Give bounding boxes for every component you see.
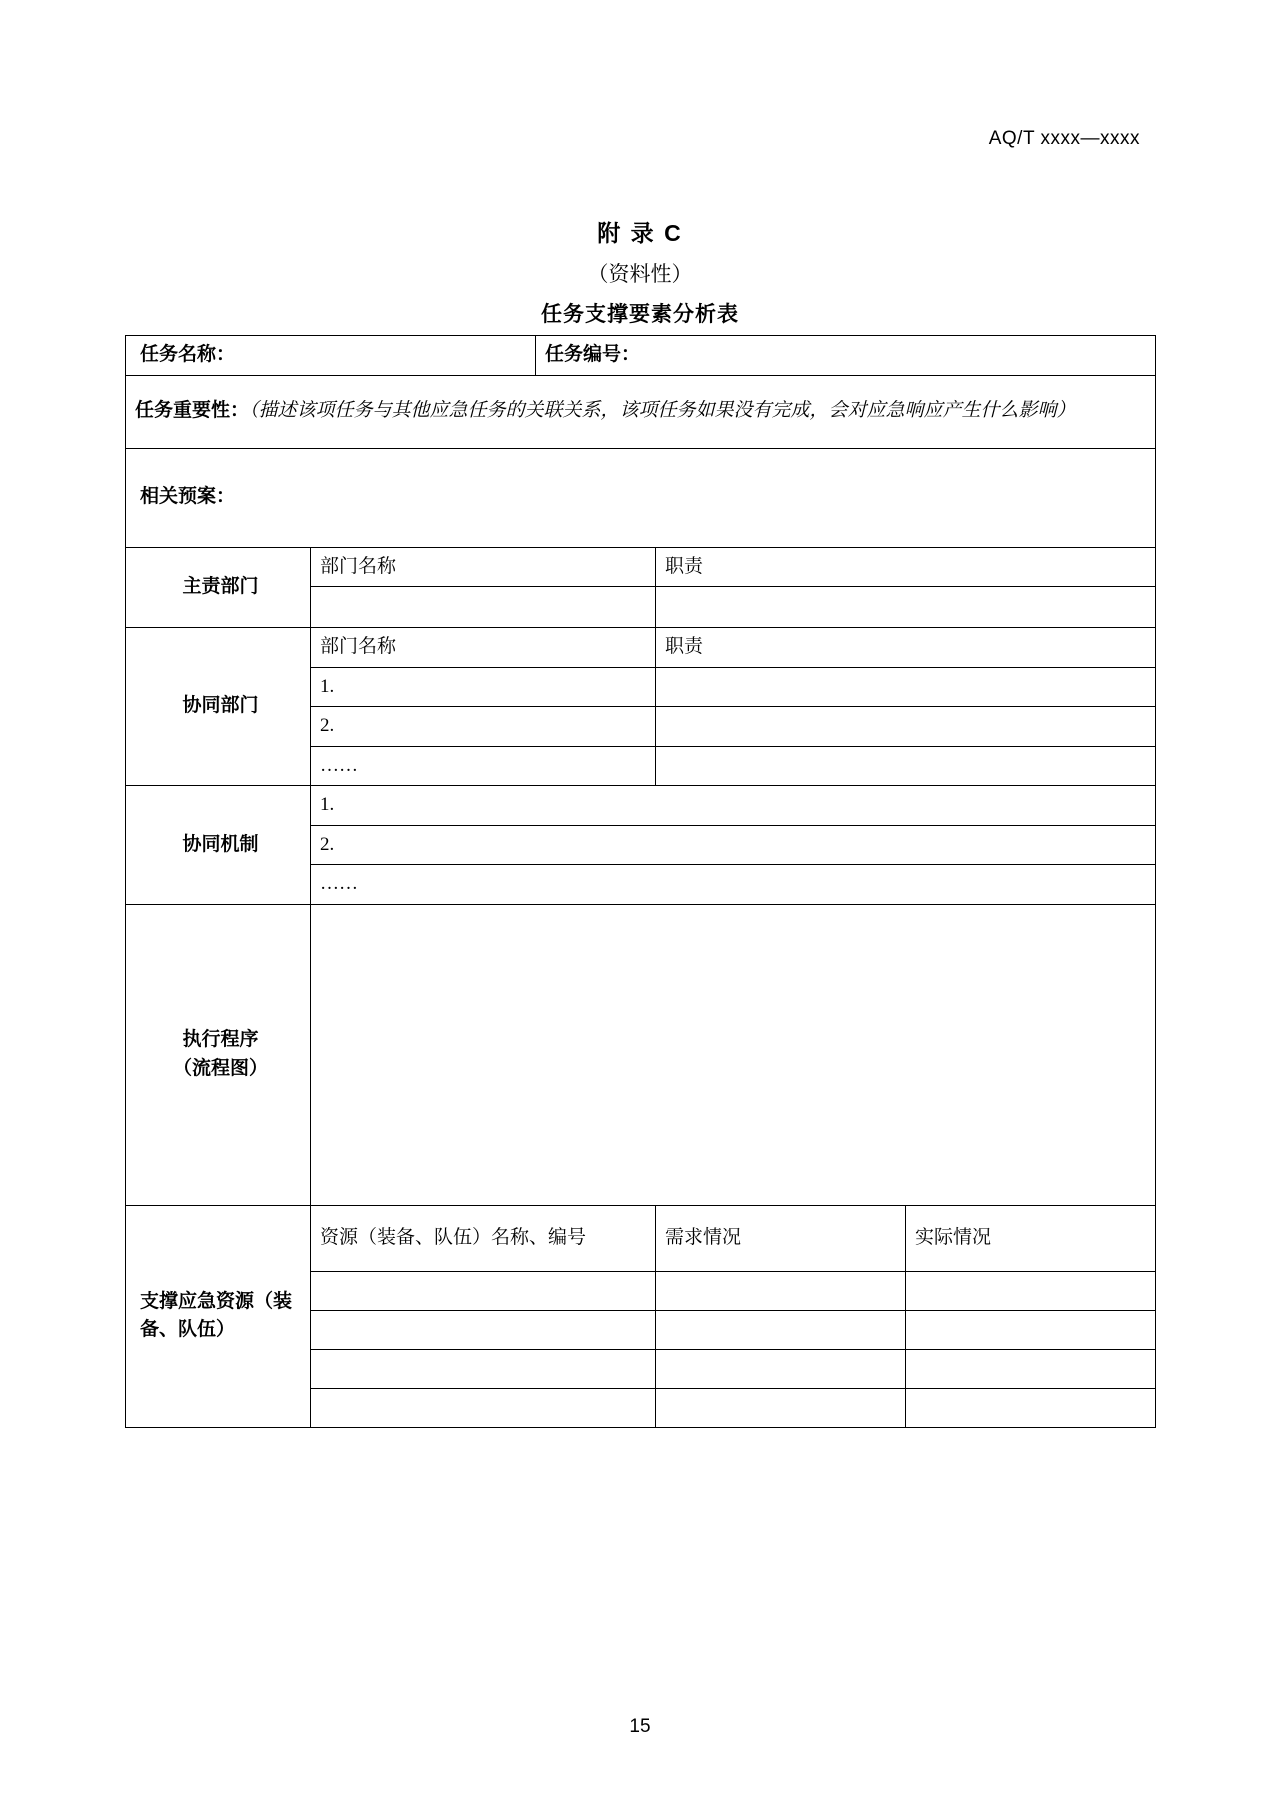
resource-demand-3[interactable]: [656, 1349, 906, 1388]
task-name-label: 任务名称：: [126, 336, 536, 376]
coop-dept-duty-3[interactable]: [656, 746, 1156, 786]
table-row-resource-header: [126, 1205, 1156, 1271]
coop-dept-duty-1[interactable]: [656, 667, 1156, 707]
table-row-coop-dept-header: [126, 628, 1156, 668]
resource-actual-header: 实际情况: [906, 1205, 1156, 1271]
coop-dept-label: 协同部门: [126, 628, 311, 786]
resource-label: 支撑应急资源（装备、队伍）: [126, 1205, 311, 1427]
resource-name-1[interactable]: [311, 1271, 656, 1310]
coop-dept-name-header: 部门名称: [311, 628, 656, 668]
appendix-title: 附 录 C: [597, 220, 683, 246]
resource-demand-4[interactable]: [656, 1388, 906, 1427]
task-importance-hint: （描述该项任务与其他应急任务的关联关系，该项任务如果没有完成，会对应急响应产生什么影响）: [249, 400, 1076, 422]
main-dept-name-header: 部门名称: [311, 547, 656, 587]
title-block: [0, 215, 1280, 328]
table-row-coop-mechanism-header: [126, 786, 1156, 826]
procedure-content[interactable]: [311, 904, 1156, 1205]
coop-dept-name-3[interactable]: ……: [311, 746, 656, 786]
procedure-label-line1: 执行程序: [182, 1029, 259, 1050]
table-title: 任务支撑要素分析表: [541, 303, 739, 326]
task-importance-cell: [126, 375, 1156, 448]
resource-actual-4[interactable]: [906, 1388, 1156, 1427]
coop-dept-name-2[interactable]: 2.: [311, 707, 656, 747]
resource-actual-3[interactable]: [906, 1349, 1156, 1388]
main-dept-name-value[interactable]: [311, 587, 656, 628]
resource-demand-1[interactable]: [656, 1271, 906, 1310]
coop-mechanism-2[interactable]: 2.: [311, 825, 1156, 865]
main-dept-duty-header: 职责: [656, 547, 1156, 587]
resource-name-header: 资源（装备、队伍）名称、编号: [311, 1205, 656, 1271]
task-importance-label: 任务重要性：: [135, 400, 250, 422]
appendix-nature: （资料性）: [587, 262, 693, 286]
procedure-label: [126, 904, 311, 1205]
coop-mechanism-1[interactable]: 1.: [311, 786, 1156, 826]
procedure-label-line2: （流程图）: [172, 1057, 268, 1079]
task-number-label: 任务编号：: [536, 336, 1156, 376]
resource-demand-header: 需求情况: [656, 1205, 906, 1271]
main-dept-duty-value[interactable]: [656, 587, 1156, 628]
coop-mechanism-label: 协同机制: [126, 786, 311, 905]
resource-demand-2[interactable]: [656, 1310, 906, 1349]
resource-name-2[interactable]: [311, 1310, 656, 1349]
coop-dept-name-1[interactable]: 1.: [311, 667, 656, 707]
task-support-analysis-table: [125, 335, 1156, 1428]
related-plan-label: 相关预案：: [126, 448, 1156, 547]
table-row-main-dept-header: [126, 547, 1156, 587]
main-dept-label: 主责部门: [126, 547, 311, 628]
coop-mechanism-3[interactable]: ……: [311, 865, 1156, 905]
resource-name-3[interactable]: [311, 1349, 656, 1388]
resource-name-4[interactable]: [311, 1388, 656, 1427]
coop-dept-duty-2[interactable]: [656, 707, 1156, 747]
table-row-task-importance: [126, 375, 1156, 448]
coop-dept-duty-header: 职责: [656, 628, 1156, 668]
table-row-procedure: [126, 904, 1156, 1205]
table-row-task-name: [126, 336, 1156, 376]
resource-actual-1[interactable]: [906, 1271, 1156, 1310]
table-row-related-plan: [126, 448, 1156, 547]
page-number: 15: [629, 1716, 651, 1737]
standard-code-header: AQ/T xxxx—xxxx: [988, 128, 1140, 149]
resource-actual-2[interactable]: [906, 1310, 1156, 1349]
